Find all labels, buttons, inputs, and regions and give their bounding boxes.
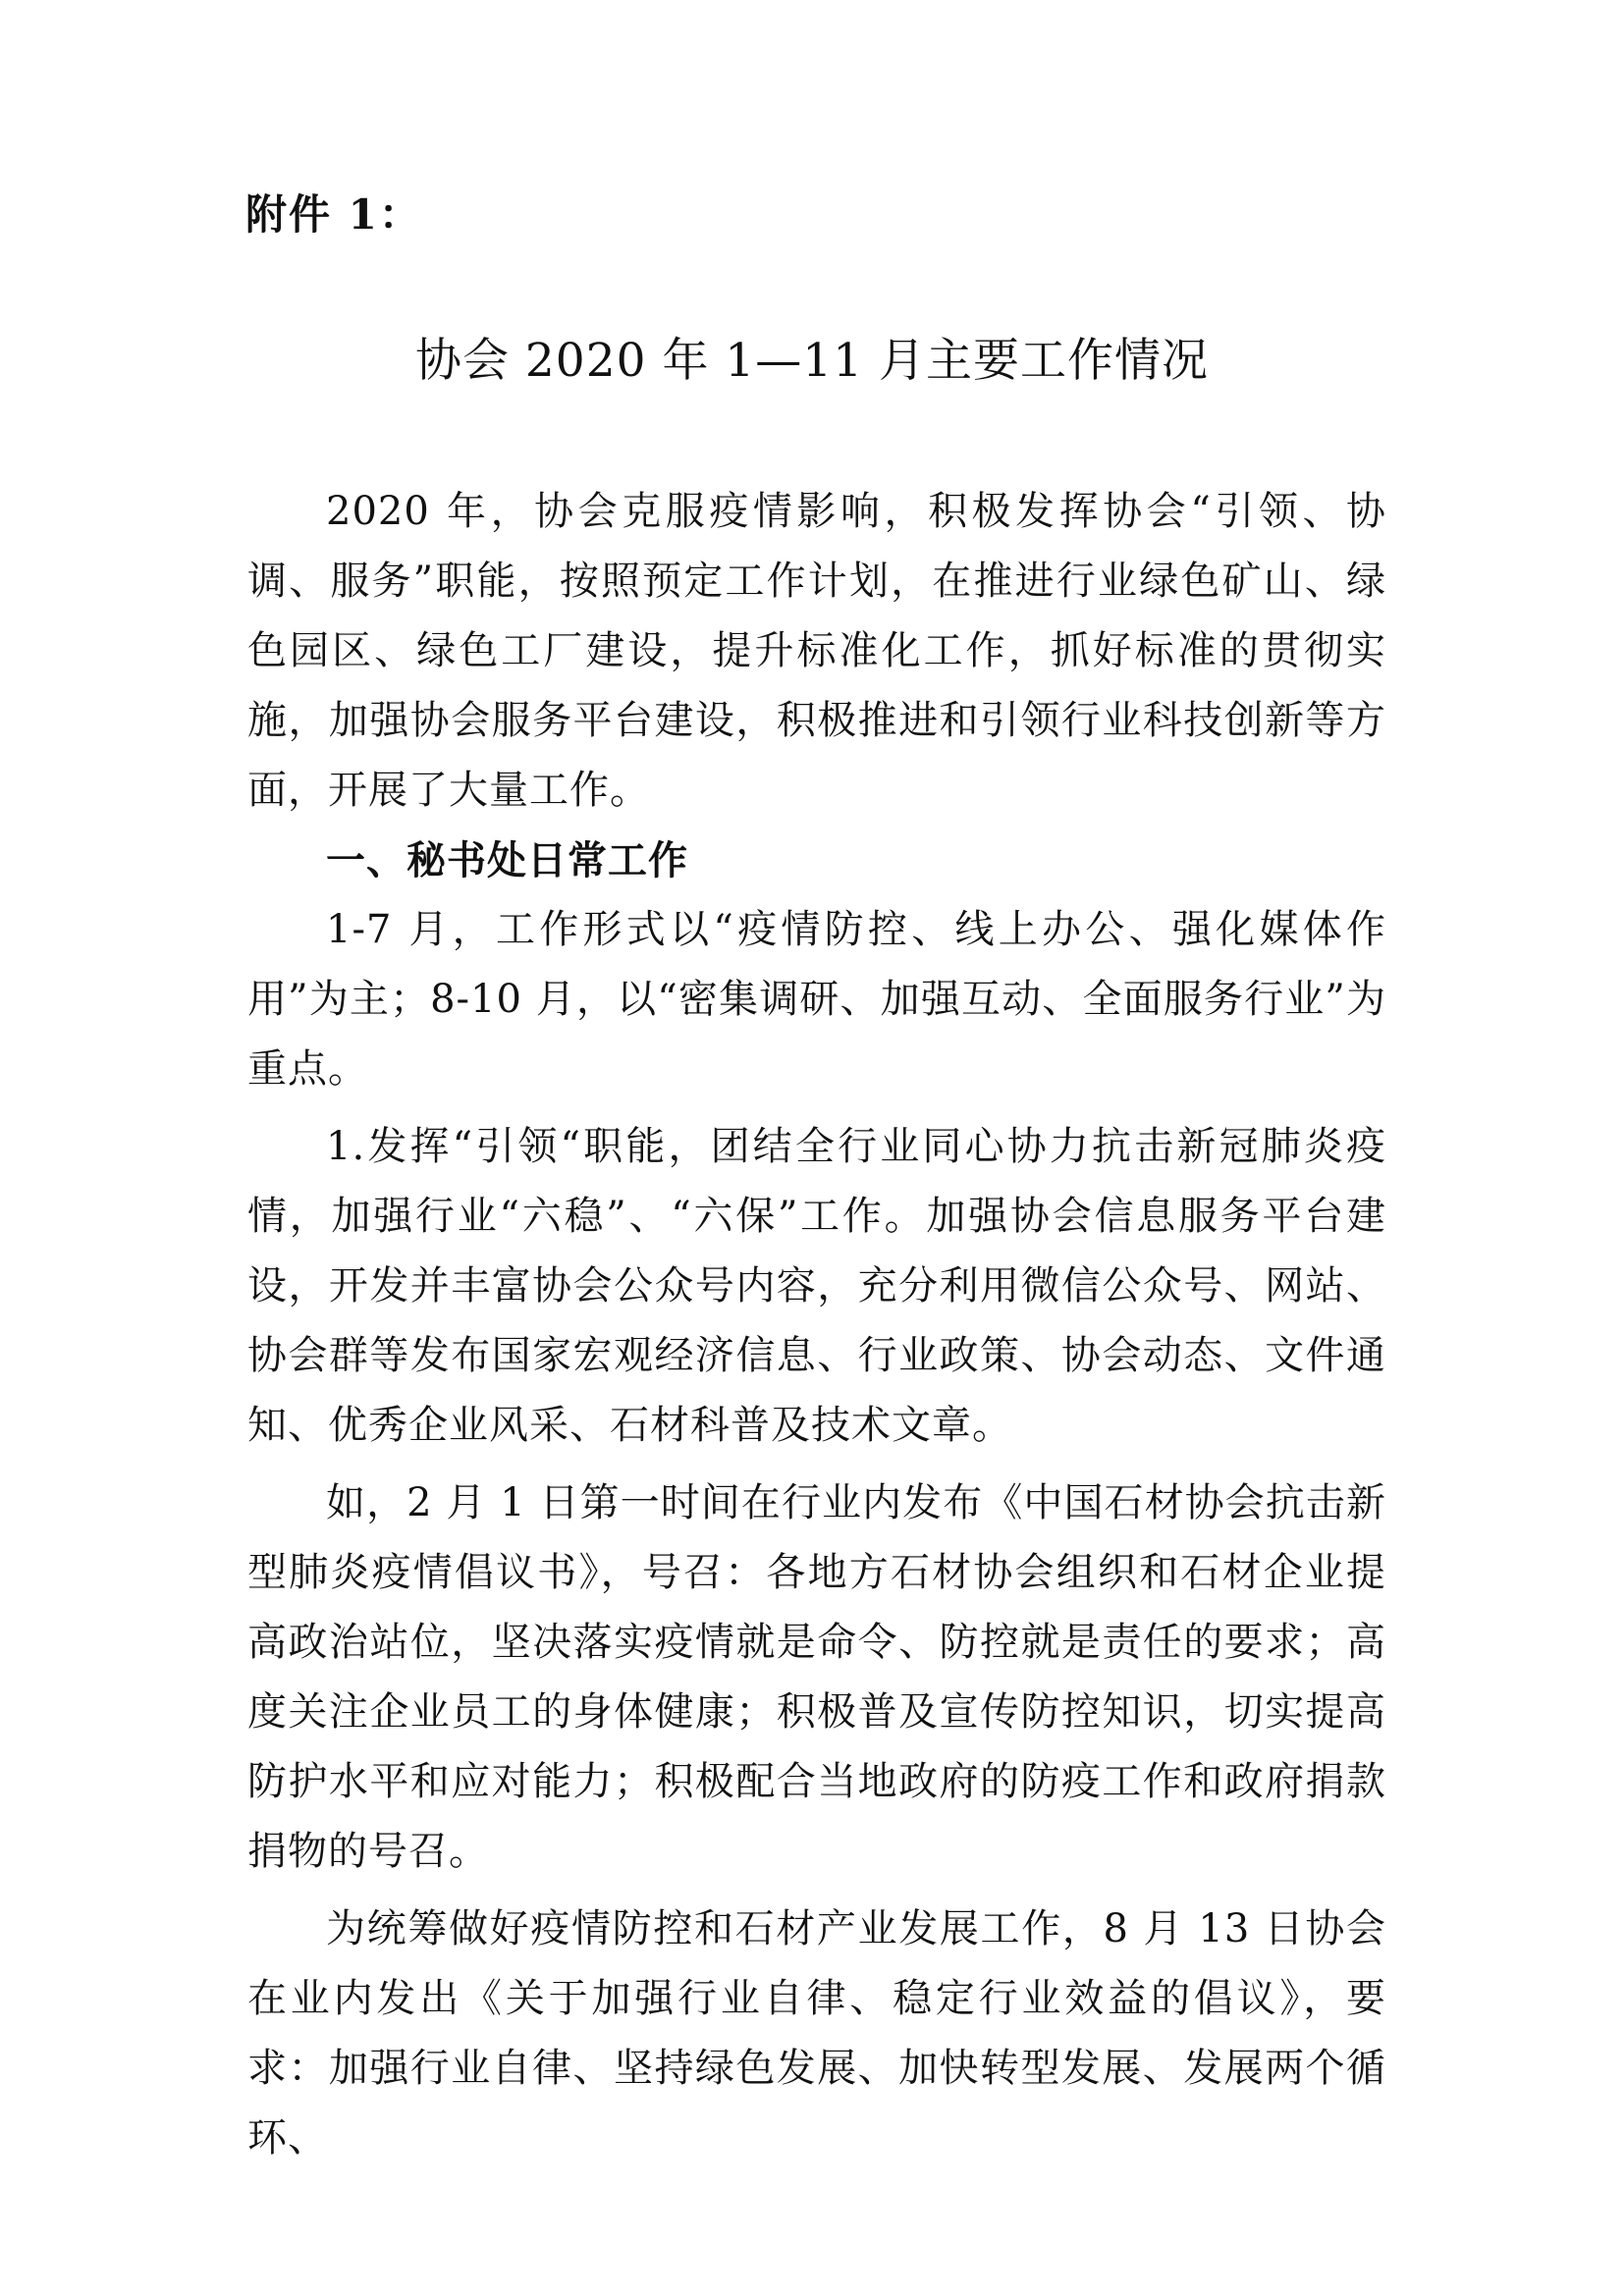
paragraph-initiative: 为统筹做好疫情防控和石材产业发展工作，8 月 13 日协会在业内发出《关于加强行业自律、稳定行业效益的倡议》，要求：加强行业自律、坚持绿色发展、加快转型发展、发展两个循环、 bbox=[247, 1906, 1386, 2161]
attachment-label: 附件 1： bbox=[245, 190, 422, 239]
paragraph-intro: 2020 年，协会克服疫情影响，积极发挥协会“引领、协调、服务”职能，按照预定工作计划，在推进行业绿色矿山、绿色园区、绿色工厂建设，提升标准化工作，抓好标准的贯彻实施，加强协会服务平台建设，积极推进和引领行业科技创新等方面，开展了大量工作。 bbox=[247, 489, 1386, 813]
paragraph-item-1: 1.发挥“引领“职能，团结全行业同心协力抗击新冠肺炎疫情，加强行业“六稳”、“六保”工作。加强协会信息服务平台建设，开发并丰富协会公众号内容，充分利用微信公众号、网站、协会群等发布国家宏观经济信息、行业政策、协会动态、文件通知、优秀企业风采、石材科普及技术文章。 bbox=[247, 1124, 1386, 1448]
section-heading: 一、秘书处日常工作 bbox=[326, 837, 688, 883]
paragraph-example: 如，2 月 1 日第一时间在行业内发布《中国石材协会抗击新型肺炎疫情倡议书》，号召：各地方石材协会组织和石材企业提高政治站位，坚决落实疫情就是命令、防控就是责任的要求；高度关注企业员工的身体健康；积极普及宣传防控知识，切实提高防护水平和应对能力；积极配合当地政府的防疫工作和政府捐款捐物的号召。 bbox=[247, 1480, 1386, 1874]
page-title: 协会 2020 年 1—11 月主要工作情况 bbox=[414, 334, 1210, 388]
paragraph-work-form: 1-7 月，工作形式以“疫情防控、线上办公、强化媒体作用”为主；8-10 月，以“密集调研、加强互动、全面服务行业”为重点。 bbox=[247, 907, 1386, 1092]
document-body bbox=[247, 477, 1386, 2173]
